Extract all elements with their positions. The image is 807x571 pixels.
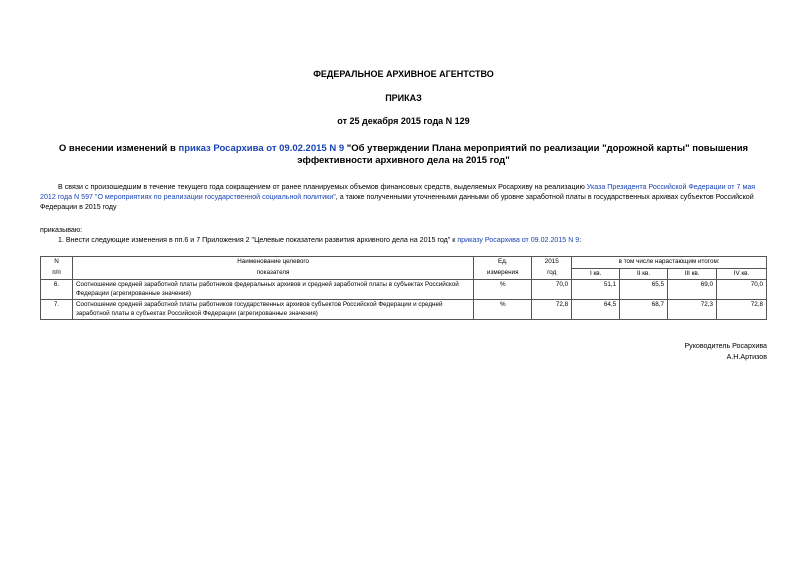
row-q2: 68,7 bbox=[620, 300, 668, 320]
row-q2: 65,5 bbox=[620, 280, 668, 300]
row-name: Соотношение средней заработной платы работников государственных архивов субъектов Российской Федерации и средней заработной платы в субъектах Российской Федерации (агрегированные значения) bbox=[72, 300, 473, 320]
intro-paragraph bbox=[40, 182, 768, 212]
header-num-bottom: п/п bbox=[41, 268, 73, 280]
row-q1: 64,5 bbox=[572, 300, 620, 320]
row-q4: 70,0 bbox=[717, 280, 767, 300]
row-q3: 72,3 bbox=[668, 300, 717, 320]
item-1 bbox=[58, 235, 768, 245]
agency-name: ФЕДЕРАЛЬНОЕ АРХИВНОЕ АГЕНТСТВО bbox=[313, 69, 494, 79]
row-num: 6. bbox=[41, 280, 73, 300]
row-q3: 69,0 bbox=[668, 280, 717, 300]
indicators-table bbox=[40, 256, 767, 320]
row-num: 7. bbox=[41, 300, 73, 320]
header-unit-top: Ед. bbox=[474, 257, 532, 269]
table-row bbox=[41, 280, 767, 300]
header-q1: I кв. bbox=[572, 268, 620, 280]
header-num-top: N bbox=[41, 257, 73, 269]
heading-order-link[interactable]: приказ Росархива от 09.02.2015 N 9 bbox=[178, 143, 345, 154]
row-q4: 72,8 bbox=[717, 300, 767, 320]
intro-text-1: В связи с произошедшим в течение текущего года сокращением от ранее планируемых объемов финансовых средств, выделяемых Росархиву на реализацию bbox=[58, 183, 587, 191]
header-year-top: 2015 bbox=[532, 257, 572, 269]
header-year-bottom: год bbox=[532, 268, 572, 280]
row-year: 70,0 bbox=[532, 280, 572, 300]
row-year: 72,8 bbox=[532, 300, 572, 320]
item-1-text: 1. Внести следующие изменения в пп.6 и 7 Приложения 2 "Целевые показатели развития архивного дела на 2015 год" к bbox=[58, 236, 458, 244]
header-q3: III кв. bbox=[668, 268, 717, 280]
heading-prefix: О внесении изменений в bbox=[58, 143, 179, 154]
signature-position: Руководитель Росархива bbox=[684, 342, 767, 350]
item-1-suffix: : bbox=[579, 236, 582, 244]
document-type: ПРИКАЗ bbox=[385, 93, 422, 103]
document-heading bbox=[40, 143, 767, 167]
header-q4: IV кв. bbox=[717, 268, 767, 280]
document-date: от 25 декабря 2015 года N 129 bbox=[337, 116, 470, 126]
header-name-top: Наименование целевого bbox=[72, 257, 473, 269]
table-header-row bbox=[41, 268, 767, 280]
intro-text-2: , а также полученными уточненными данными об уровне заработной платы в государственных архивах субъектов Российской Федерации в 2015 году bbox=[40, 193, 754, 211]
row-q1: 51,1 bbox=[572, 280, 620, 300]
header-name-bottom: показателя bbox=[72, 268, 473, 280]
signature-name: А.Н.Артизов bbox=[726, 353, 767, 361]
table-row bbox=[41, 300, 767, 320]
decree-link[interactable]: Указа Президента Российской Федерации от 7 мая 2012 года N 597 "О мероприятиях по реализации государственной социальной политики" bbox=[40, 183, 756, 201]
row-name: Соотношение средней заработной платы работников федеральных архивов и средней заработной платы в субъектах Российской Федерации (агрегированные значения) bbox=[72, 280, 473, 300]
row-unit: % bbox=[474, 280, 532, 300]
table-header-row bbox=[41, 257, 767, 269]
header-cumulative: в том числе нарастающим итогом: bbox=[572, 257, 767, 269]
header-q2: II кв. bbox=[620, 268, 668, 280]
orders-label: приказываю: bbox=[40, 226, 83, 234]
order-link[interactable]: приказу Росархива от 09.02.2015 N 9 bbox=[457, 236, 580, 244]
header-unit-bottom: измерения bbox=[474, 268, 532, 280]
row-unit: % bbox=[474, 300, 532, 320]
heading-suffix: "Об утверждении Плана мероприятий по реализации "дорожной карты" повышения эффективности архивного дела на 2015 год" bbox=[297, 143, 749, 166]
